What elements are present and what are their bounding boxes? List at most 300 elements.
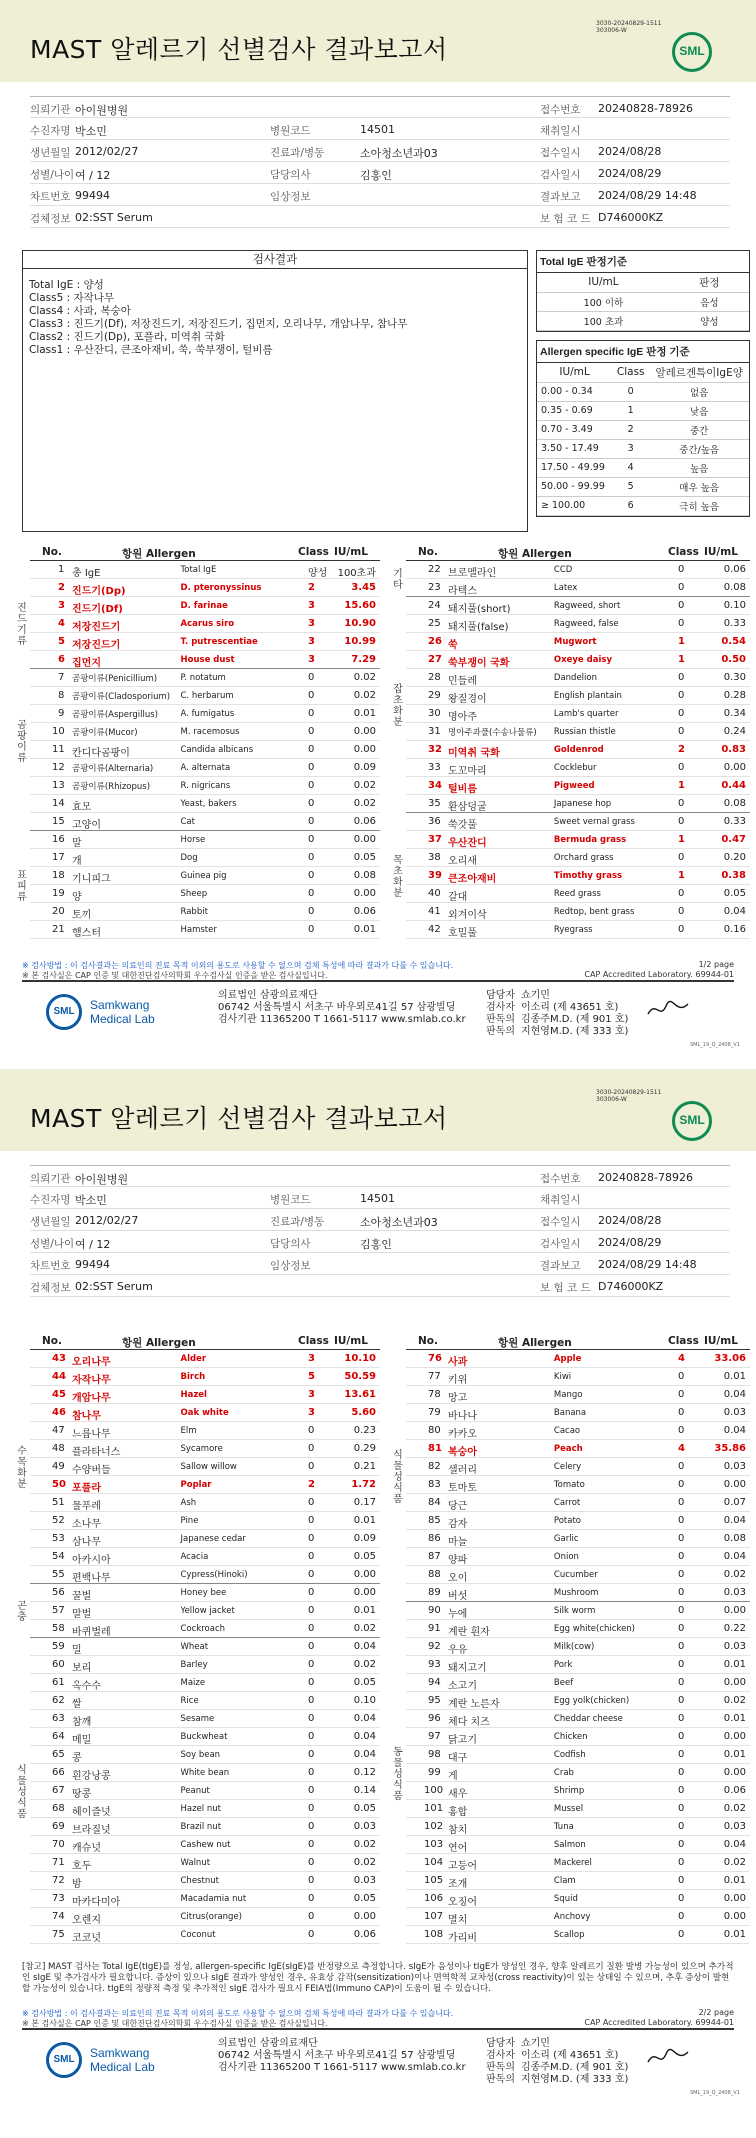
page-number: 1/2 page — [698, 960, 734, 969]
allergen-english: Acarus siro — [180, 619, 235, 629]
footer-divider — [22, 980, 734, 982]
criteria-head: IU/mL — [537, 273, 670, 292]
lab-name-1: Samkwang — [90, 998, 150, 1012]
allergen-no: 60 — [52, 1659, 65, 1670]
allergen-no: 32 — [428, 744, 442, 755]
allergen-class: 0 — [308, 1497, 315, 1508]
allergen-row — [406, 1494, 750, 1512]
allergen-row — [406, 903, 750, 921]
allergen-korean: 사과 — [448, 1357, 468, 1368]
allergen-korean: 우산잔디 — [448, 838, 487, 849]
allergen-row — [30, 777, 380, 795]
allergen-korean: 저장진드기 — [72, 622, 121, 633]
allergen-english: Sheep — [180, 889, 208, 899]
allergen-iu: 0.04 — [723, 1515, 746, 1526]
allergen-no: 7 — [58, 672, 65, 683]
allergen-korean: 갈대 — [448, 892, 468, 903]
allergen-row — [30, 1800, 380, 1818]
total-ige-head — [537, 273, 749, 292]
header-class: Class — [298, 1335, 329, 1347]
chart: 99494 — [75, 189, 110, 202]
allergen-no: 95 — [428, 1695, 441, 1706]
allergen-english: M. racemosus — [180, 727, 240, 737]
allergen-class: 0 — [308, 1569, 315, 1580]
result-line: Class5 : 자작나무 — [29, 292, 115, 304]
criteria-row — [537, 458, 749, 477]
header-class: Class — [298, 546, 329, 558]
allergen-class: 0 — [678, 1677, 685, 1688]
allergen-iu: 0.01 — [723, 1659, 746, 1670]
allergen-row — [30, 1548, 380, 1566]
allergen-iu: 0.03 — [723, 1821, 746, 1832]
allergen-class: 0 — [678, 600, 685, 611]
allergen-class: 0 — [308, 1677, 315, 1688]
allergen-no: 9 — [58, 708, 65, 719]
allergen-korean: 오리나무 — [72, 1357, 111, 1368]
allergen-iu: 0.00 — [723, 1893, 746, 1904]
allergen-iu: 0.06 — [353, 816, 376, 827]
name: 박소민 — [75, 125, 107, 138]
allergen-english: Guinea pig — [180, 871, 227, 881]
allergen-no: 92 — [428, 1641, 441, 1652]
allergen-class: 0 — [308, 1695, 315, 1706]
allergen-class: 3 — [308, 1407, 315, 1418]
allergen-korean: 당근 — [448, 1501, 468, 1512]
allergen-row — [406, 759, 750, 777]
header-iu: IU/mL — [704, 546, 738, 558]
signer-role: 판독의 — [486, 1014, 515, 1025]
institution: 아이원병원 — [75, 104, 129, 117]
allergen-english: Cocklebur — [553, 763, 597, 773]
barcode-label: 보 험 코 드 — [540, 1282, 591, 1294]
allergen-class: 3 — [308, 1389, 315, 1400]
allergen-english: Mackerel — [553, 1858, 592, 1868]
allergen-iu: 13.61 — [344, 1389, 376, 1400]
allergen-korean: 키위 — [448, 1375, 468, 1386]
allergen-class: 0 — [308, 1551, 315, 1562]
criteria-cell: 5 — [612, 477, 649, 496]
allergen-class: 0 — [308, 1857, 315, 1868]
report-header — [0, 1069, 756, 1151]
allergen-class: 0 — [678, 1425, 685, 1436]
allergen-no: 103 — [424, 1839, 444, 1850]
allergen-row — [406, 795, 750, 813]
allergen-class: 0 — [678, 564, 685, 575]
signer-name: 김종주M.D. (제 901 호) — [520, 2062, 629, 2073]
allergen-row — [30, 1494, 380, 1512]
header-allergen: 항원 Allergen — [122, 548, 196, 560]
code-line: 3030-20240829-1511 — [596, 1089, 662, 1096]
allergen-iu: 0.09 — [353, 762, 376, 773]
allergen-no: 67 — [52, 1785, 65, 1796]
allergen-korean: 미역취 국화 — [448, 748, 500, 759]
specimen: 02:SST Serum — [75, 211, 153, 224]
allergen-no: 99 — [428, 1767, 441, 1778]
allergen-korean: 꿀벌 — [72, 1591, 92, 1602]
code-line: 3030-20240829-1511 — [596, 20, 662, 27]
allergen-korean: 기니피그 — [72, 874, 111, 885]
allergen-iu: 0.05 — [353, 1803, 376, 1814]
allergen-iu: 0.16 — [723, 924, 746, 935]
criteria-cell: 0.00 - 0.34 — [537, 382, 612, 401]
allergen-english: Peach — [553, 1444, 583, 1454]
allergen-row — [406, 1548, 750, 1566]
result-line: Total IgE : 양성 — [29, 279, 104, 291]
allergen-class: 0 — [678, 1389, 685, 1400]
header-class: Class — [668, 1335, 699, 1347]
allergen-korean: 곰팡이류(Aspergillus) — [72, 710, 158, 720]
allergen-iu: 0.00 — [353, 888, 376, 899]
allergen-iu: 0.17 — [353, 1497, 376, 1508]
allergen-class: 3 — [308, 600, 315, 611]
allergen-no: 5 — [58, 636, 65, 647]
allergen-korean: 명아주과풀(수송나물류) — [448, 728, 537, 738]
allergen-iu: 0.01 — [723, 1371, 746, 1382]
criteria-cell: ≥ 100.00 — [537, 496, 612, 515]
allergen-korean: 호두 — [72, 1861, 92, 1872]
allergen-iu: 0.20 — [723, 852, 746, 863]
allergen-korean: 총 IgE — [72, 568, 101, 579]
allergen-row — [406, 1818, 750, 1836]
allergen-row — [30, 1512, 380, 1530]
criteria-cell: 100 이하 — [537, 292, 670, 311]
criteria-cell: 양성 — [670, 311, 749, 330]
allergen-iu: 5.60 — [351, 1407, 376, 1418]
signer-name: 지현영M.D. (제 333 호) — [520, 1026, 629, 1037]
allergen-no: 89 — [428, 1587, 441, 1598]
allergen-english: Sesame — [180, 1714, 215, 1724]
allergen-english: Yeast, bakers — [180, 799, 237, 809]
group-label: 수목화분 — [17, 1446, 27, 1490]
allergen-no: 3 — [58, 600, 65, 611]
allergen-class: 0 — [308, 1929, 315, 1940]
allergen-row — [406, 615, 750, 633]
allergen-class: 0 — [678, 618, 685, 629]
allergen-english: Chestnut — [180, 1876, 219, 1886]
allergen-iu: 0.02 — [353, 1857, 376, 1868]
allergen-korean: 돼지고기 — [448, 1663, 487, 1674]
allergen-row — [30, 1530, 380, 1548]
allergen-english: Cat — [180, 817, 195, 827]
allergen-iu: 1.72 — [351, 1479, 376, 1490]
header-class: Class — [668, 546, 699, 558]
allergen-english: Russian thistle — [553, 727, 616, 737]
allergen-row — [30, 1890, 380, 1908]
allergen-row — [406, 1800, 750, 1818]
allergen-no: 28 — [428, 672, 441, 683]
allergen-english: Crab — [553, 1768, 574, 1778]
allergen-no: 107 — [424, 1911, 444, 1922]
criteria-cell: 1 — [612, 401, 649, 420]
allergen-korean: 카카오 — [448, 1429, 477, 1440]
lab-name-2: Medical Lab — [90, 1012, 155, 1026]
allergen-no: 25 — [428, 618, 441, 629]
allergen-no: 93 — [428, 1659, 441, 1670]
receipt: 20240828-78926 — [598, 102, 693, 115]
allergen-no: 74 — [52, 1911, 65, 1922]
allergen-iu: 0.01 — [353, 1515, 376, 1526]
allergen-iu: 0.06 — [723, 1785, 746, 1796]
version-code: SML_19_Q_2408_V1 — [690, 1042, 740, 1048]
allergen-class: 0 — [308, 672, 315, 683]
lab-logo-mark: SML — [46, 2042, 82, 2078]
allergen-row — [406, 777, 750, 795]
criteria-head: Class — [612, 363, 649, 382]
allergen-english: Mushroom — [553, 1588, 599, 1598]
allergen-no: 45 — [52, 1389, 66, 1400]
allergen-no: 27 — [428, 654, 442, 665]
allergen-class: 3 — [308, 1353, 315, 1364]
allergen-iu: 100초과 — [337, 568, 376, 579]
allergen-row — [406, 669, 750, 687]
info-row — [30, 206, 730, 228]
allergen-class: 2 — [678, 744, 685, 755]
allergen-english: Mugwort — [553, 637, 597, 647]
allergen-row — [30, 1386, 380, 1404]
allergen-korean: 밤 — [72, 1879, 82, 1890]
allergen-english: Codfish — [553, 1750, 586, 1760]
allergen-class: 5 — [308, 1371, 315, 1382]
allergen-class: 0 — [308, 1605, 315, 1616]
allergen-english: Coconut — [180, 1930, 216, 1940]
code-line: 303006-W — [596, 27, 627, 34]
allergen-row — [30, 1692, 380, 1710]
cap-accreditation: CAP Accredited Laboratory. 69944-01 — [584, 970, 734, 979]
allergen-class: 0 — [308, 690, 315, 701]
allergen-korean: 게 — [448, 1771, 458, 1782]
allergen-class: 0 — [308, 1767, 315, 1778]
allergen-english: Hamster — [180, 925, 217, 935]
allergen-no: 100 — [424, 1785, 444, 1796]
allergen-class: 0 — [678, 1533, 685, 1544]
allergen-class: 0 — [678, 1587, 685, 1598]
allergen-korean: 쌀 — [72, 1699, 82, 1710]
allergen-iu: 0.44 — [721, 780, 746, 791]
allergen-no: 61 — [52, 1677, 65, 1688]
allergen-row — [30, 561, 380, 579]
sex: 여 / 12 — [75, 1238, 111, 1251]
allergen-no: 76 — [428, 1353, 442, 1364]
criteria-cell: 0.70 - 3.49 — [537, 420, 612, 439]
allergen-no: 33 — [428, 762, 441, 773]
allergen-english: Citrus(orange) — [180, 1912, 242, 1922]
allergen-iu: 0.10 — [353, 1695, 376, 1706]
criteria-cell: 6 — [612, 496, 649, 515]
allergen-no: 41 — [428, 906, 441, 917]
allergen-no: 21 — [52, 924, 65, 935]
allergen-row — [406, 1440, 750, 1458]
allergen-iu: 0.01 — [353, 1605, 376, 1616]
allergen-korean: 소나무 — [72, 1519, 101, 1530]
allergen-english: C. herbarum — [180, 691, 234, 701]
lab-name — [90, 2046, 155, 2074]
allergen-iu: 0.01 — [723, 1929, 746, 1940]
signer-name: 이소리 (제 43651 호) — [520, 1002, 619, 1013]
allergen-iu: 0.00 — [723, 1605, 746, 1616]
signer-row — [486, 1026, 628, 1038]
allergen-korean: 홍합 — [448, 1807, 468, 1818]
allergen-row — [30, 597, 380, 615]
allergen-iu: 0.47 — [721, 834, 746, 845]
allergen-no: 84 — [428, 1497, 441, 1508]
allergen-korean: 소고기 — [448, 1681, 477, 1692]
allergen-class: 0 — [678, 888, 685, 899]
allergen-no: 31 — [428, 726, 441, 737]
criteria-cell: 4 — [612, 458, 649, 477]
table-header — [30, 1334, 380, 1350]
allergen-no: 75 — [52, 1929, 65, 1940]
allergen-row — [406, 1746, 750, 1764]
info-row — [30, 1231, 730, 1253]
allergen-english: Ryegrass — [553, 925, 593, 935]
allergen-no: 106 — [424, 1893, 444, 1904]
allergen-no: 59 — [52, 1641, 65, 1652]
allergen-class: 0 — [678, 1893, 685, 1904]
institution-label: 의뢰기관 — [30, 1173, 71, 1185]
allergen-no: 88 — [428, 1569, 441, 1580]
allergen-korean: 양파 — [448, 1555, 468, 1566]
result-box — [22, 250, 528, 532]
allergen-english: Apple — [553, 1354, 582, 1364]
lab-name-1: Samkwang — [90, 2046, 150, 2060]
signature-icon — [646, 998, 690, 1020]
allergen-korean: 참치 — [448, 1825, 468, 1836]
allergen-no: 56 — [52, 1587, 65, 1598]
allergen-korean: 외겨이삭 — [448, 910, 487, 921]
allergen-no: 87 — [428, 1551, 441, 1562]
sex: 여 / 12 — [75, 169, 111, 182]
allergen-english: Ragweed, short — [553, 601, 621, 611]
result-line: Class1 : 우산잔디, 큰조아재비, 쑥, 쑥부쟁이, 털비름 — [29, 344, 273, 356]
allergen-english: Mussel — [553, 1804, 584, 1814]
allergen-korean: 바퀴벌레 — [72, 1627, 111, 1638]
criteria-row — [537, 401, 749, 420]
allergen-class: 0 — [308, 1515, 315, 1526]
allergen-korean: 플라타너스 — [72, 1447, 121, 1458]
name-label: 수진자명 — [30, 1194, 71, 1206]
allergen-row — [30, 1458, 380, 1476]
allergen-english: Onion — [553, 1552, 579, 1562]
allergen-korean: 콩 — [72, 1753, 82, 1764]
criteria-cell: 낮음 — [649, 401, 749, 420]
allergen-korean: 코코넛 — [72, 1933, 101, 1944]
header-iu: IU/mL — [334, 546, 368, 558]
allergen-class: 0 — [678, 1767, 685, 1778]
allergen-row — [30, 1836, 380, 1854]
patient-info — [30, 1165, 730, 1297]
allergen-iu: 10.99 — [344, 636, 376, 647]
allergen-english: Hazel — [180, 1390, 207, 1400]
allergen-row — [406, 687, 750, 705]
allergen-class: 0 — [678, 1713, 685, 1724]
allergen-iu: 0.03 — [353, 1875, 376, 1886]
allergen-english: Cockroach — [180, 1624, 226, 1634]
allergen-no: 29 — [428, 690, 441, 701]
allergen-english: Pork — [553, 1660, 573, 1670]
allergen-english: English plantain — [553, 691, 622, 701]
result-title: 검사결과 — [23, 251, 527, 269]
lab-line: 의료법인 삼광의료재단 — [218, 990, 318, 1001]
allergen-korean: 고등어 — [448, 1861, 477, 1872]
allergen-english: Tuna — [553, 1822, 574, 1832]
allergen-no: 73 — [52, 1893, 65, 1904]
disclaimer-note: ※ 검사방법 : 이 검사결과는 의료인의 진료 목적 이외의 용도로 사용할 수 없으며 검체 특성에 따라 결과가 다를 수 있습니다. — [22, 2009, 454, 2018]
allergen-korean: 진드기(Dp) — [72, 586, 126, 597]
allergen-row — [30, 1638, 380, 1656]
allergen-korean: 계란 노른자 — [448, 1699, 500, 1710]
allergen-iu: 0.00 — [723, 1677, 746, 1688]
allergen-english: Oxeye daisy — [553, 655, 612, 665]
allergen-class: 0 — [308, 888, 315, 899]
allergen-korean: 샐러리 — [448, 1465, 477, 1476]
allergen-row — [30, 831, 380, 849]
allergen-row — [406, 885, 750, 903]
allergen-korean: 오징어 — [448, 1897, 477, 1908]
info-row — [30, 1187, 730, 1209]
lab-line: 검사기관 11365200 T 1661-5117 www.smlab.co.kr — [218, 2062, 466, 2073]
accept-label: 접수일시 — [540, 1216, 581, 1228]
allergen-english: Peanut — [180, 1786, 210, 1796]
allergen-row — [406, 921, 750, 939]
allergen-english: A. fumigatus — [180, 709, 235, 719]
allergen-iu: 0.00 — [353, 1911, 376, 1922]
report-page-2 — [0, 1069, 756, 2138]
allergen-korean: 오리새 — [448, 856, 477, 867]
allergen-korean: 연어 — [448, 1843, 468, 1854]
allergen-korean: 메밀 — [72, 1735, 92, 1746]
code-line: 303006-W — [596, 1096, 627, 1103]
allergen-row — [406, 1476, 750, 1494]
allergen-iu: 0.02 — [723, 1803, 746, 1814]
allergen-iu: 0.01 — [723, 1749, 746, 1760]
receipt-label: 접수번호 — [540, 1173, 581, 1185]
allergen-korean: 참나무 — [72, 1411, 101, 1422]
group-label: 표피류 — [17, 869, 27, 903]
allergen-row — [30, 1620, 380, 1638]
allergen-class: 0 — [678, 1731, 685, 1742]
allergen-iu: 0.09 — [353, 1533, 376, 1544]
group-label: 곰팡이류 — [17, 720, 27, 764]
total-ige-title: Total IgE 판정기준 — [537, 251, 749, 273]
allergen-row — [30, 867, 380, 885]
header-allergen: 항원 Allergen — [498, 1337, 572, 1349]
allergen-class: 0 — [308, 1659, 315, 1670]
allergen-class: 0 — [308, 798, 315, 809]
disclaimer-note: ※ 검사방법 : 이 검사결과는 의료인의 진료 목적 이외의 용도로 사용할 수 없으며 검체 특성에 따라 결과가 다를 수 있습니다. — [22, 961, 454, 970]
clinical-label: 임상정보 — [270, 1260, 311, 1272]
allergen-iu: 0.33 — [723, 816, 746, 827]
sex-label: 성별/나이 — [30, 169, 75, 181]
allergen-english: Potato — [553, 1516, 582, 1526]
allergen-class: 0 — [308, 1803, 315, 1814]
allergen-no: 36 — [428, 816, 441, 827]
group-label: 식물성식품 — [393, 1449, 403, 1505]
allergen-english: Orchard grass — [553, 853, 614, 863]
result-line: Class4 : 사과, 복숭아 — [29, 305, 131, 317]
allergen-no: 42 — [428, 924, 441, 935]
criteria-cell: 매우 높음 — [649, 477, 749, 496]
criteria-cell: 17.50 - 49.99 — [537, 458, 612, 477]
allergen-korean: 오이 — [448, 1573, 468, 1584]
allergen-row — [406, 597, 750, 615]
allergen-korean: 버섯 — [448, 1591, 468, 1602]
allergen-iu: 0.38 — [721, 870, 746, 881]
criteria-cell: 0.35 - 0.69 — [537, 401, 612, 420]
institution-label: 의뢰기관 — [30, 104, 71, 116]
allergen-korean: 누에 — [448, 1609, 468, 1620]
signer-role: 담당자 — [486, 2038, 515, 2049]
allergen-english: Horse — [180, 835, 206, 845]
